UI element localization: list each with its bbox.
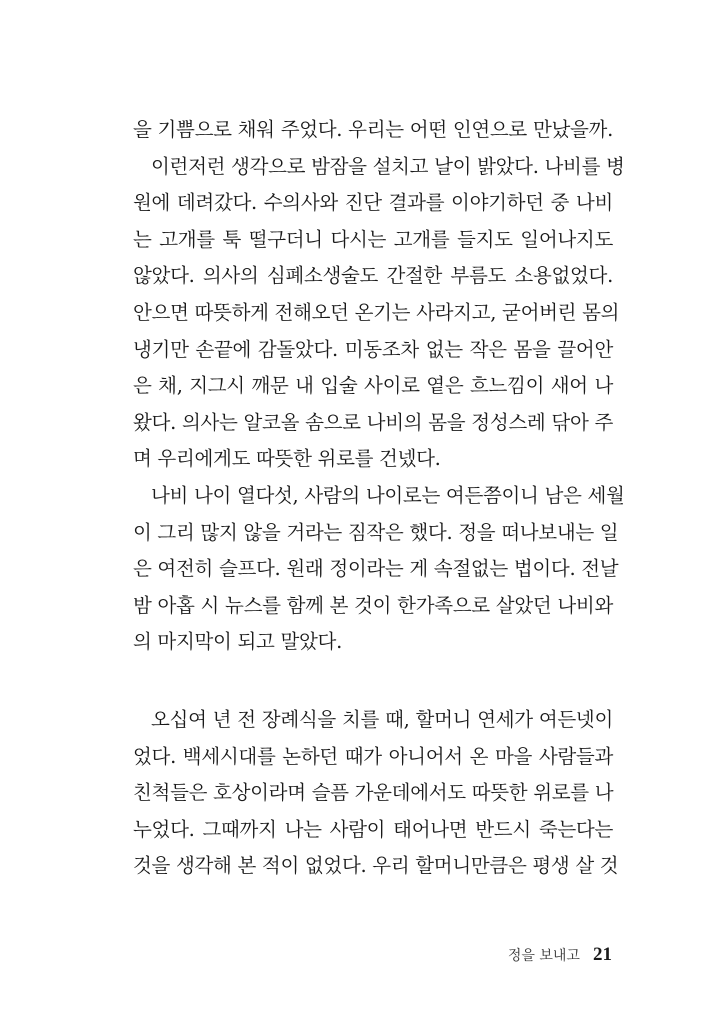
text-line: 것을 생각해 본 적이 없었다. 우리 할머니만큼은 평생 살 것 — [133, 854, 619, 878]
text-line: 은 채, 지그시 깨문 내 입술 사이로 옅은 흐느낌이 새어 나 — [133, 374, 613, 398]
text-line: 은 여전히 슬프다. 원래 정이라는 게 속절없는 법이다. 전날 — [133, 557, 619, 581]
text-line: 누었다. 그때까지 나는 사람이 태어나면 반드시 죽는다는 — [133, 817, 613, 841]
text-line: 안으면 따뜻하게 전해오던 온기는 사라지고, 굳어버린 몸의 — [133, 300, 620, 324]
text-line: 않았다. 의사의 심폐소생술도 간절한 부름도 소용없었다. — [133, 264, 613, 288]
page-footer — [508, 940, 612, 970]
text-line: 는 고개를 툭 떨구더니 다시는 고개를 들지도 일어나지도 — [133, 227, 613, 251]
text-line: 원에 데려갔다. 수의사와 진단 결과를 이야기하던 중 나비 — [133, 191, 613, 215]
body-text-block-2 — [133, 702, 619, 885]
text-line: 을 기쁨으로 채워 주었다. 우리는 어떤 인연으로 만났을까. — [133, 118, 613, 141]
text-line-paragraph-start: 나비 나이 열다섯, 사람의 나이로는 여든쯤이니 남은 세월 — [151, 483, 625, 507]
body-text-block-1 — [133, 112, 625, 661]
page-number: 21 — [593, 944, 612, 965]
text-line-paragraph-start: 이런저런 생각으로 밤잠을 설치고 날이 밝았다. 나비를 병 — [151, 154, 625, 178]
text-line: 친척들은 호상이라며 슬픔 가운데에서도 따뜻한 위로를 나 — [133, 781, 614, 805]
text-line-paragraph-start: 오십여 년 전 장례식을 치를 때, 할머니 연세가 여든넷이 — [151, 708, 613, 731]
running-title: 정을 보내고 — [507, 948, 580, 964]
text-line: 냉기만 손끝에 감돌았다. 미동조차 없는 작은 몸을 끌어안 — [133, 337, 613, 361]
text-line: 밤 아홉 시 뉴스를 함께 본 것이 한가족으로 살았던 나비와 — [133, 593, 613, 617]
text-line: 었다. 백세시대를 논하던 때가 아니어서 온 마을 사람들과 — [133, 744, 613, 768]
text-line: 왔다. 의사는 알코올 솜으로 나비의 몸을 정성스레 닦아 주 — [133, 410, 613, 434]
text-line: 이 그리 많지 않을 거라는 짐작은 했다. 정을 떠나보내는 일 — [133, 520, 619, 544]
text-line-paragraph-end: 며 우리에게도 따뜻한 위로를 건넸다. — [133, 447, 441, 471]
text-line-paragraph-end: 의 마지막이 되고 말았다. — [133, 630, 342, 654]
